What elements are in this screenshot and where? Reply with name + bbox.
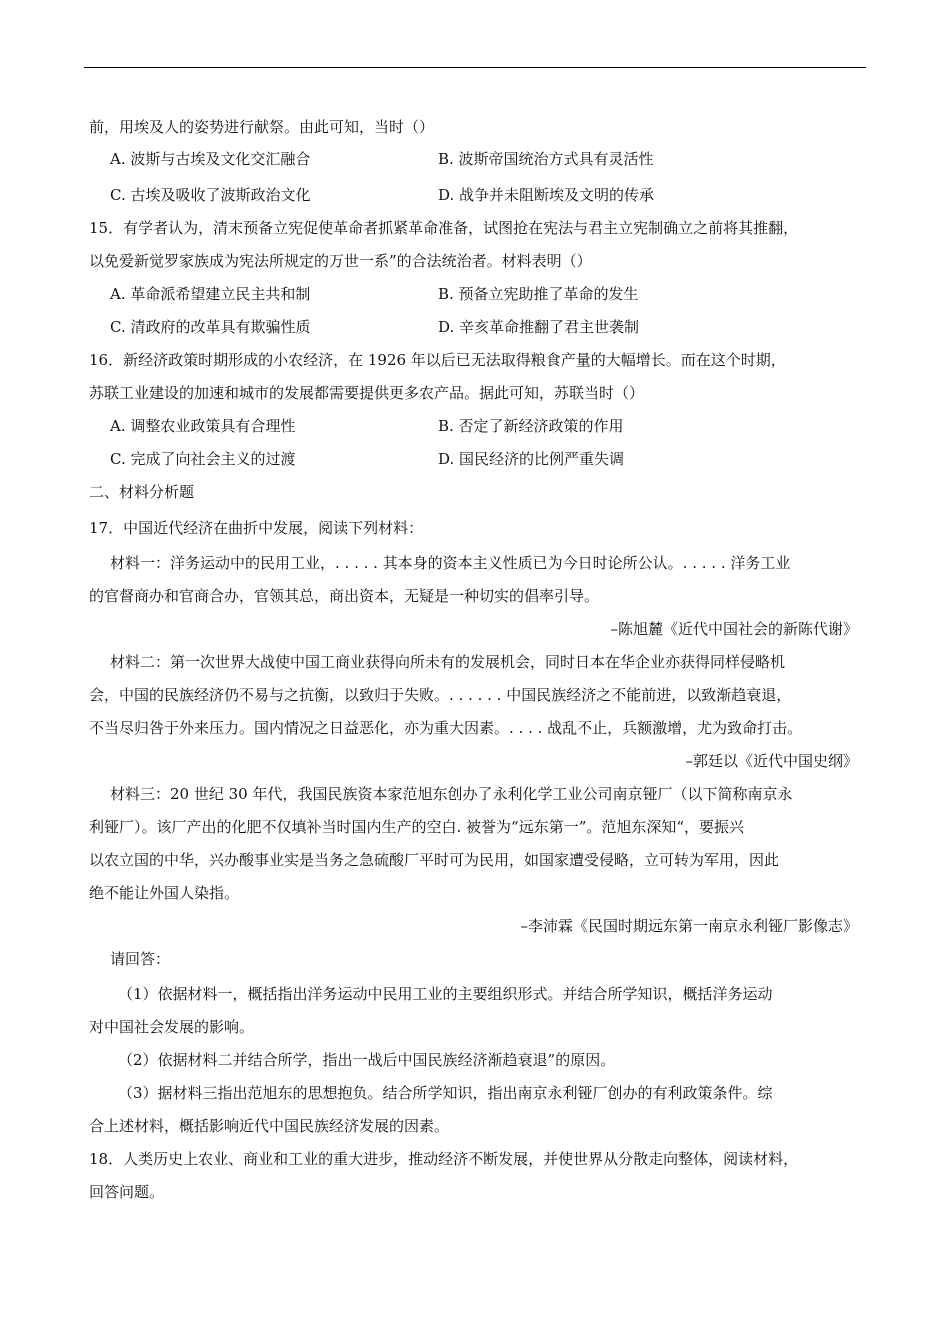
q14-option-b: B. 波斯帝国统治方式具有灵活性	[438, 150, 654, 168]
sub-question-1-line-2: 对中国社会发展的影响。	[89, 1018, 255, 1036]
material-3-source: –李沛霖《民国时期远东第一南京永利铔厂影像志》	[520, 917, 858, 935]
material-1-line-1: 材料一：洋务运动中的民用工业，. . . . . 其本身的资本主义性质已为今日时论所公认。. . . . . 洋务工业	[110, 554, 791, 572]
material-2-line-3: 不当尽归咎于外来压力。国内情况之日益恶化，亦为重大因素。. . . . 战乱不止，兵额激增，尤为致命打击。	[89, 719, 803, 737]
material-1-source: –陈旭麓《近代中国社会的新陈代谢》	[610, 620, 858, 638]
question-18-line-2: 回答问题。	[89, 1183, 165, 1201]
q14-option-a: A. 波斯与古埃及文化交汇融合	[110, 150, 311, 168]
q16-option-d: D. 国民经济的比例严重失调	[438, 450, 625, 468]
question-18-line-1: 18．人类历史上农业、商业和工业的重大进步，推动经济不断发展，并使世界从分散走向整体，阅读材料，	[89, 1150, 799, 1168]
q16-option-a: A. 调整农业政策具有合理性	[110, 417, 296, 435]
q16-option-c: C. 完成了向社会主义的过渡	[110, 450, 296, 468]
material-3-line-1: 材料三：20 世纪 30 年代，我国民族资本家范旭东创办了永利化学工业公司南京铔厂（以下简称南京永	[110, 785, 793, 803]
q14-option-d: D. 战争并未阻断埃及文明的传承	[438, 186, 655, 204]
answer-prompt: 请回答：	[110, 950, 171, 968]
material-3-line-3: 以农立国的中华，兴办酸事业实是当务之急硫酸厂平时可为民用，如国家遭受侵略，立可转为军用，因此	[89, 851, 780, 869]
q15-option-c: C. 清政府的改革具有欺骗性质	[110, 318, 311, 336]
question-17-stem: 17．中国近代经济在曲折中发展，阅读下列材料：	[89, 519, 424, 537]
material-2-source: –郭廷以《近代中国史纲》	[685, 752, 858, 770]
question-16-line-1: 16．新经济政策时期形成的小农经济，在 1926 年以后已无法取得粮食产量的大幅增长。而在这个时期，	[89, 351, 786, 369]
q15-option-d: D. 辛亥革命推翻了君主世袭制	[438, 318, 640, 336]
material-2-line-2: 会，中国的民族经济仍不易与之抗衡，以致归于失败。. . . . . . 中国民族经济之不能前进，以致渐趋衰退，	[89, 686, 792, 704]
sub-question-3-line-1: （3）据材料三指出范旭东的思想抱负。结合所学知识，指出南京永利铔厂创办的有利政策条件。综	[118, 1084, 773, 1102]
question-15-line-2: 以免爱新觉罗家族成为宪法所规定的万世一系”的合法统治者。材料表明（）	[89, 252, 592, 270]
q15-option-a: A. 革命派希望建立民主共和制	[110, 285, 311, 303]
section-heading: 二、材料分析题	[89, 483, 195, 501]
q14-option-c: C. 古埃及吸收了波斯政治文化	[110, 186, 311, 204]
question-15-line-1: 15．有学者认为，清末预备立宪促使革命者抓紧革命准备，试图抢在宪法与君主立宪制确立之前将其推翻，	[89, 219, 799, 237]
question-16-line-2: 苏联工业建设的加速和城市的发展都需要提供更多农产品。据此可知，苏联当时（）	[89, 384, 645, 402]
q15-option-b: B. 预备立宪助推了革命的发生	[438, 285, 639, 303]
material-2-line-1: 材料二：第一次世界大战使中国工商业获得向所未有的发展机会，同时日本在华企业亦获得同样侵略机	[110, 653, 786, 671]
header-rule	[84, 67, 866, 68]
sub-question-1-line-1: （1）依据材料一，概括指出洋务运动中民用工业的主要组织形式。并结合所学知识，概括洋务运动	[118, 985, 773, 1003]
material-3-line-2: 利铔厂）。该厂产出的化肥不仅填补当时国内生产的空白. 被誉为“远东第一”。范旭东深知“，要振兴	[89, 818, 745, 836]
q16-option-b: B. 否定了新经济政策的作用	[438, 417, 624, 435]
question-14-stem: 前，用埃及人的姿势进行献祭。由此可知，当时（）	[89, 118, 435, 136]
sub-question-3-line-2: 合上述材料，概括影响近代中国民族经济发展的因素。	[89, 1117, 450, 1135]
material-3-line-4: 绝不能让外国人染指。	[89, 884, 240, 902]
sub-question-2: （2）依据材料二并结合所学，指出一战后中国民族经济渐趋衰退”的原因。	[118, 1051, 616, 1069]
material-1-line-2: 的官督商办和官商合办，官领其总，商出资本，无疑是一种切实的倡率引导。	[89, 587, 600, 605]
